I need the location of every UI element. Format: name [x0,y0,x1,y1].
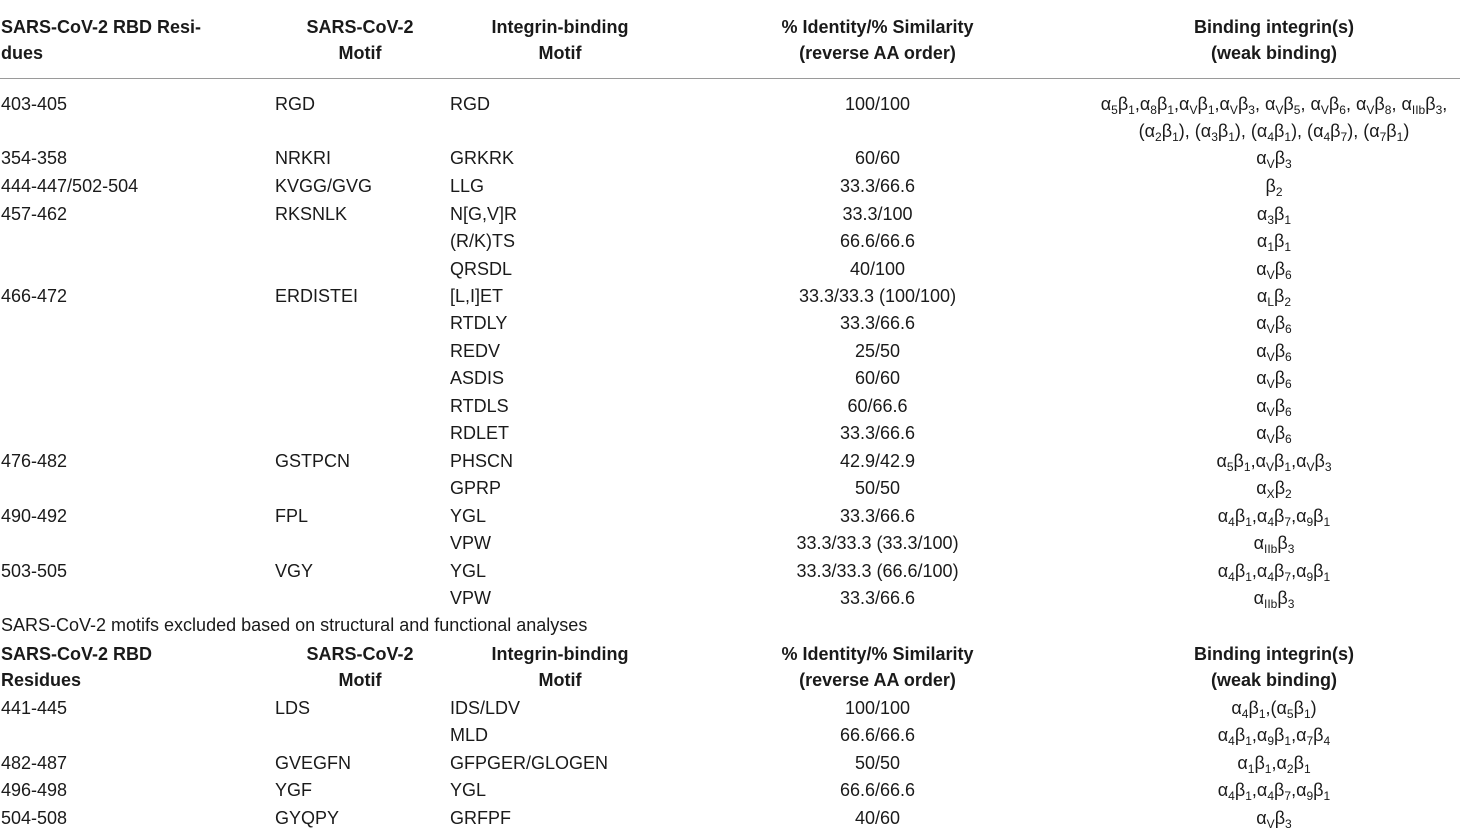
cell-binding: $\alpha_X\beta_2$ [1256,478,1292,501]
cell-binding: $\alpha_V\beta_3$ [1256,808,1292,831]
cell-motif: KVGG/GVG [275,176,373,196]
cell-identity: 100/100 [844,94,911,114]
cell-integrin-motif: LLG [450,176,485,196]
cell-motif: RKSNLK [275,204,348,224]
cell-identity: 100/100 [844,698,911,718]
table-header [0,0,1460,63]
header-identity: % Identity/% Similarity (reverse AA order) [781,17,974,63]
cell-motif: YGF [275,780,313,800]
cell-binding: $\alpha_V\beta_6$ [1256,341,1292,364]
cell-binding: $\alpha_4\beta_1,(\alpha_5\beta_1)$ [1231,698,1317,721]
cell-motif: FPL [275,506,309,526]
cell-integrin-motif: GRKRK [450,148,515,168]
cell-residues: 496-498 [1,780,68,800]
cell-identity: 25/50 [854,341,901,361]
cell-residues: 441-445 [1,698,68,718]
cell-identity: 50/50 [854,753,901,773]
cell-identity: 33.3/66.6 [839,506,916,526]
cell-identity: 42.9/42.9 [839,451,916,471]
cell-integrin-motif: N[G,V]R [450,204,518,224]
cell-identity: 33.3/66.6 [839,588,916,608]
cell-binding: $\alpha_4\beta_1,\alpha_9\beta_1,\alpha_7\beta_4$ [1217,725,1331,748]
header2-residues: SARS-CoV-2 RBD Residues [1,644,153,690]
cell-identity: 33.3/66.6 [839,176,916,196]
header-integrin-motif: Integrin-binding Motif [491,17,629,63]
cell-integrin-motif: YGL [450,506,487,526]
cell-identity: 50/50 [854,478,901,498]
cell-residues: 503-505 [1,561,68,581]
header-divider [0,78,1460,79]
cell-identity: 40/100 [849,259,906,279]
cell-residues: 476-482 [1,451,68,471]
cell-integrin-motif: ASDIS [450,368,505,388]
cell-residues: 354-358 [1,148,68,168]
cell-integrin-motif: VPW [450,588,492,608]
cell-binding: $\alpha_5\beta_1,\alpha_V\beta_1,\alpha_V\beta_3$ [1216,451,1332,474]
header2-motif: SARS-CoV-2 Motif [306,644,414,690]
cell-binding: $\alpha_3\beta_1$ [1256,204,1292,227]
cell-integrin-motif: (R/K)TS [450,231,515,251]
cell-motif: ERDISTEI [275,286,359,306]
cell-residues: 504-508 [1,808,68,828]
cell-identity: 33.3/66.6 [839,313,916,333]
cell-residues: 457-462 [1,204,68,224]
cell-identity: 33.3/100 [842,204,913,224]
header-motif: SARS-CoV-2 Motif [306,17,414,63]
cell-binding: $\alpha_4\beta_1,\alpha_4\beta_7,\alpha_9\beta_1$ [1217,561,1331,584]
cell-identity: 40/60 [854,808,901,828]
cell-motif: GVEGFN [275,753,352,773]
cell-binding: $\alpha_{IIb}\beta_3$ [1253,588,1295,611]
header2-identity: % Identity/% Similarity (reverse AA order) [781,644,974,690]
cell-integrin-motif: GPRP [450,478,502,498]
cell-identity: 60/60 [854,148,901,168]
cell-binding: $\alpha_V\beta_6$ [1256,259,1292,282]
cell-identity: 66.6/66.6 [839,725,916,745]
cell-identity: 60/66.6 [847,396,908,416]
cell-integrin-motif: [L,I]ET [450,286,504,306]
cell-residues: 490-492 [1,506,68,526]
cell-integrin-motif: MLD [450,725,489,745]
cell-integrin-motif: GRFPF [450,808,511,828]
cell-binding: $\alpha_L\beta_2$ [1256,286,1292,309]
cell-residues: 482-487 [1,753,68,773]
cell-motif: VGY [275,561,314,581]
cell-binding: $\alpha_5\beta_1,\alpha_8\beta_1,\alpha_V\beta_1,\alpha_V\beta_3$, $\alpha_V\beta_5$, $\alpha_V\beta_6$, $\alpha_V\beta_8$, $\alpha_{IIb}\beta_3$, $(\alpha_2\beta_1)$, $(\alpha_3\beta_1)$, $(\alpha_4\beta_1)$, $(\alpha_4\beta_7)$, $(\alpha_7\beta_1)$ [1100,94,1448,144]
cell-residues: 403-405 [1,94,68,114]
cell-integrin-motif: RTDLS [450,396,509,416]
cell-integrin-motif: RDLET [450,423,510,443]
header2-binding: Binding integrin(s) (weak binding) [1194,644,1354,690]
header-binding: Binding integrin(s) (weak binding) [1194,17,1354,63]
cell-integrin-motif: QRSDL [450,259,513,279]
cell-binding: $\alpha_V\beta_6$ [1256,313,1292,336]
cell-integrin-motif: PHSCN [450,451,514,471]
cell-identity: 33.3/33.3 (100/100) [798,286,957,306]
cell-integrin-motif: RGD [450,94,490,114]
cell-binding: $\beta_2$ [1265,176,1283,199]
cell-identity: 60/60 [854,368,901,388]
cell-binding: $\alpha_1\beta_1$ [1256,231,1292,254]
cell-residues: 444-447/502-504 [1,176,139,196]
cell-integrin-motif: IDS/LDV [450,698,521,718]
header2-integrin-motif: Integrin-binding Motif [491,644,629,690]
cell-identity: 33.3/66.6 [839,423,916,443]
cell-residues: 466-472 [1,286,68,306]
cell-integrin-motif: RTDLY [450,313,508,333]
cell-motif: LDS [275,698,311,718]
cell-binding: $\alpha_V\beta_6$ [1256,396,1292,419]
cell-motif: RGD [275,94,315,114]
cell-motif: GYQPY [275,808,340,828]
cell-integrin-motif: YGL [450,780,487,800]
cell-integrin-motif: YGL [450,561,487,581]
cell-integrin-motif: VPW [450,533,492,553]
cell-identity: 33.3/33.3 (33.3/100) [796,533,959,553]
cell-identity: 66.6/66.6 [839,780,916,800]
cell-binding: $\alpha_V\beta_6$ [1256,423,1292,446]
header-residues: SARS-CoV-2 RBD Resi- dues [1,17,202,63]
cell-binding: $\alpha_{IIb}\beta_3$ [1253,533,1295,556]
cell-binding: $\alpha_V\beta_6$ [1256,368,1292,391]
excluded-note: SARS-CoV-2 motifs excluded based on structural and functional analyses [1,615,588,635]
cell-motif: GSTPCN [275,451,351,471]
cell-identity: 66.6/66.6 [839,231,916,251]
cell-binding: $\alpha_4\beta_1,\alpha_4\beta_7,\alpha_9\beta_1$ [1217,780,1331,803]
cell-binding: $\alpha_V\beta_3$ [1256,148,1292,171]
cell-identity: 33.3/33.3 (66.6/100) [796,561,959,581]
cell-binding: $\alpha_4\beta_1,\alpha_4\beta_7,\alpha_9\beta_1$ [1217,506,1331,529]
cell-binding: $\alpha_1\beta_1,\alpha_2\beta_1$ [1237,753,1311,776]
table-header-excluded [0,625,1460,695]
cell-integrin-motif: REDV [450,341,501,361]
cell-motif: NRKRI [275,148,332,168]
cell-integrin-motif: GFPGER/GLOGEN [450,753,609,773]
